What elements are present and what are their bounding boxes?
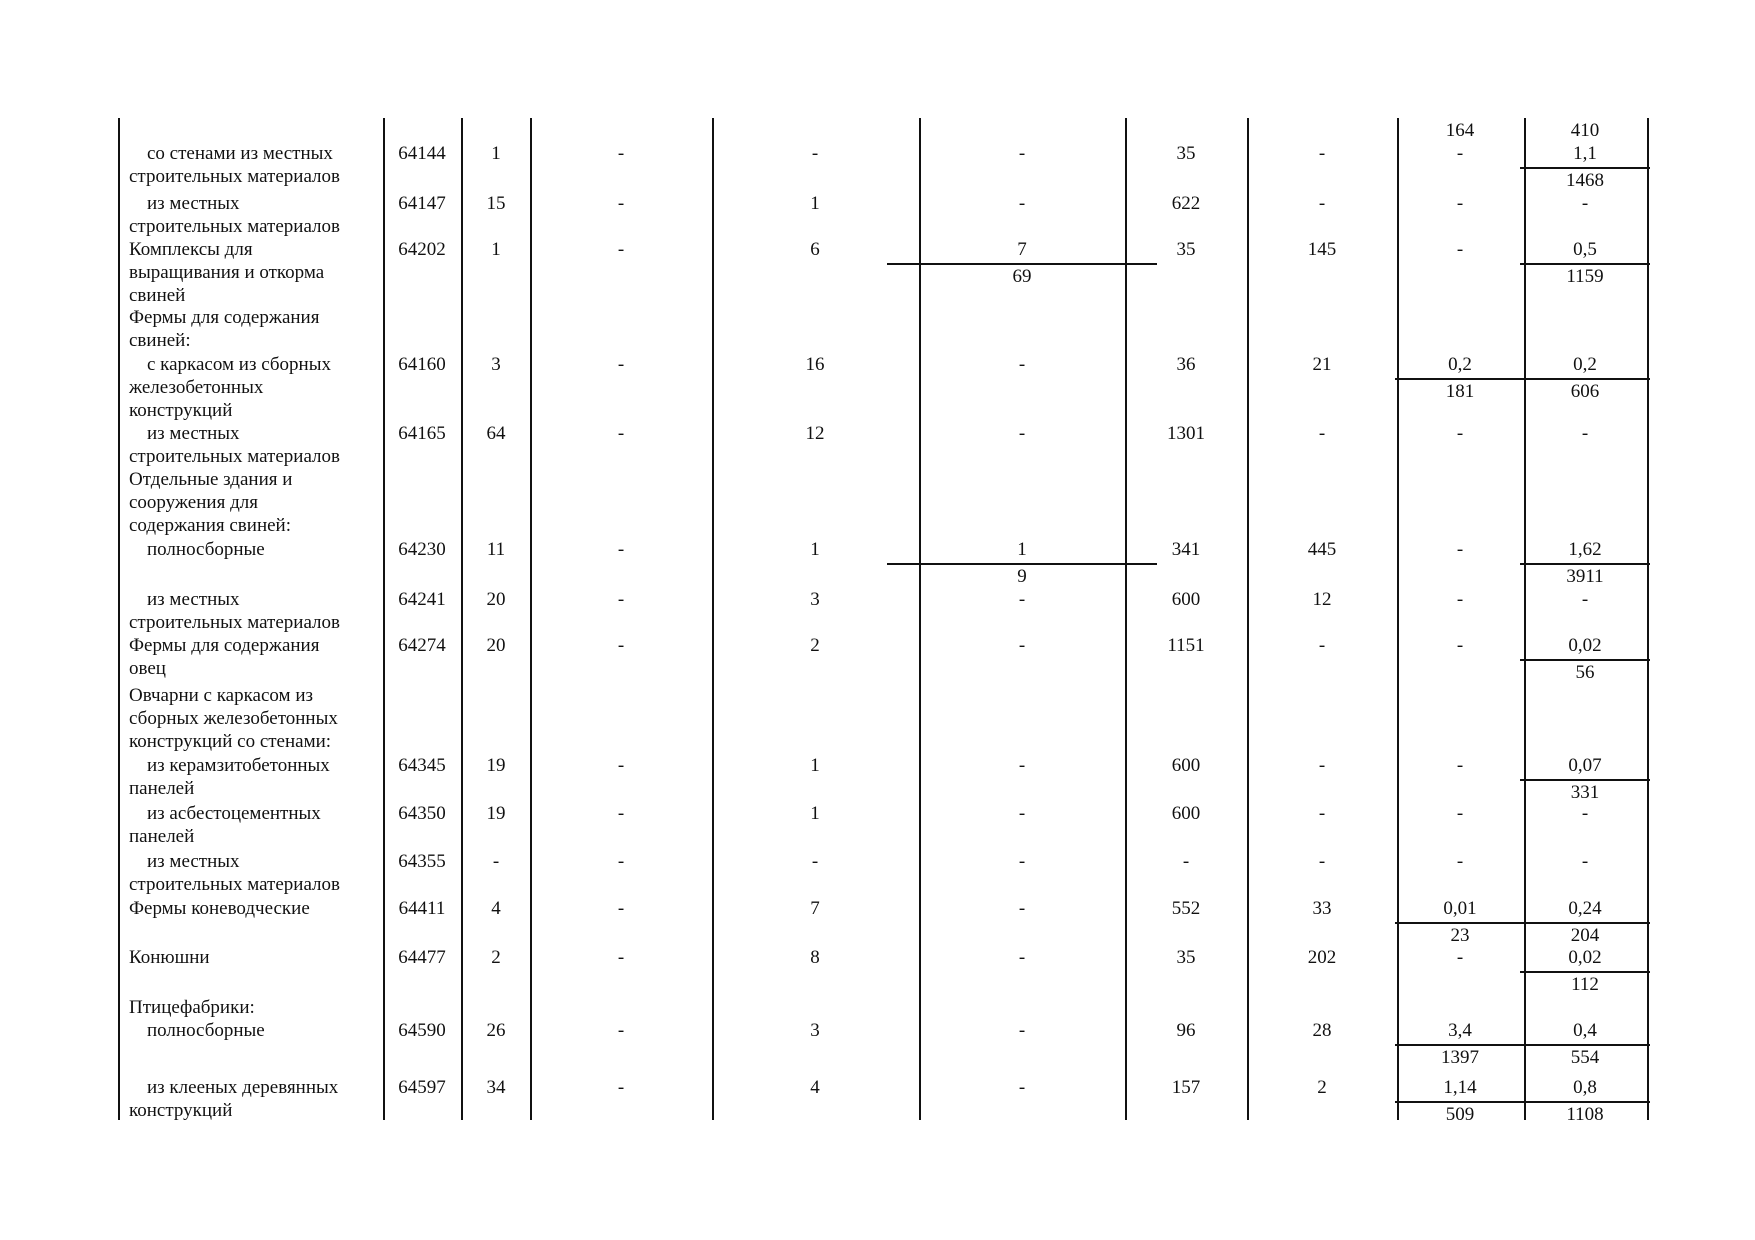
cell-c8: - xyxy=(1318,803,1326,824)
cell-c10-denominator: 204 xyxy=(1570,925,1600,946)
cell-code: 64165 xyxy=(398,423,446,444)
cell-c6: - xyxy=(1018,755,1026,776)
cell-c6: - xyxy=(1018,354,1026,375)
row-name-line: Отдельные здания и xyxy=(129,469,293,490)
cell-c9: - xyxy=(1456,851,1464,872)
cell-c5: 1 xyxy=(810,193,820,214)
cell-c10: - xyxy=(1581,803,1589,824)
row-name-line: полносборные xyxy=(147,1020,265,1041)
cell-c7: 36 xyxy=(1176,354,1196,375)
cell-c7: 600 xyxy=(1171,589,1201,610)
row-name-line: конструкций xyxy=(129,400,233,421)
cell-c3: 26 xyxy=(486,1020,506,1041)
cell-c10-denominator: 606 xyxy=(1570,381,1600,402)
cell-c3: 3 xyxy=(491,354,501,375)
row-name-line: из асбестоцементных xyxy=(147,803,321,824)
row-name-line: строительных материалов xyxy=(129,216,340,237)
cell-c7: 35 xyxy=(1176,239,1196,260)
column-divider xyxy=(1397,118,1399,1120)
row-name-line: сборных железобетонных xyxy=(129,708,338,729)
cell-c9-denominator: 509 xyxy=(1445,1104,1475,1125)
cell-c10: 0,02 xyxy=(1568,947,1602,968)
cell-c7: - xyxy=(1182,851,1190,872)
cell-code: 64350 xyxy=(398,803,446,824)
cell-c8: - xyxy=(1318,423,1326,444)
cell-c3: 1 xyxy=(491,239,501,260)
cell-c7: 600 xyxy=(1171,755,1201,776)
cell-c5: 2 xyxy=(810,635,820,656)
cell-c10-upper: 410 xyxy=(1570,120,1600,141)
column-divider xyxy=(1247,118,1249,1120)
cell-c9-denominator: 1397 xyxy=(1441,1047,1479,1068)
cell-code: 64355 xyxy=(398,851,446,872)
cell-c10: - xyxy=(1581,423,1589,444)
cell-c8: 33 xyxy=(1312,898,1332,919)
row-name-line: из местных xyxy=(147,193,240,214)
cell-code: 64160 xyxy=(398,354,446,375)
cell-c7: 35 xyxy=(1176,947,1196,968)
row-name-line: из керамзитобетонных xyxy=(147,755,330,776)
cell-c3: 20 xyxy=(486,589,506,610)
row-name-line: свиней: xyxy=(129,330,191,351)
cell-c10: 0,2 xyxy=(1573,354,1597,375)
cell-c6: - xyxy=(1018,947,1026,968)
cell-c10-denominator: 56 xyxy=(1575,662,1595,683)
cell-c8: 12 xyxy=(1312,589,1332,610)
cell-c9: 0,2 xyxy=(1448,354,1472,375)
cell-c3: 2 xyxy=(491,947,501,968)
cell-c10: 0,4 xyxy=(1573,1020,1597,1041)
column-divider xyxy=(530,118,532,1120)
cell-code: 64241 xyxy=(398,589,446,610)
cell-c4: - xyxy=(617,539,625,560)
row-name-line: из клееных деревянных xyxy=(147,1077,339,1098)
row-name-line: из местных xyxy=(147,589,240,610)
cell-c10-denominator: 1159 xyxy=(1566,266,1604,287)
row-name-line: Фермы коневодческие xyxy=(129,898,310,919)
row-name-line: выращивания и откорма xyxy=(129,262,325,283)
cell-c5: 7 xyxy=(810,898,820,919)
cell-c10-denominator: 1468 xyxy=(1566,170,1604,191)
cell-c6-denominator: 9 xyxy=(1017,566,1027,587)
cell-c5: - xyxy=(811,143,819,164)
cell-c6: - xyxy=(1018,589,1026,610)
row-name-line: панелей xyxy=(129,778,195,799)
cell-c7: 1151 xyxy=(1167,635,1205,656)
row-name-line: Конюшни xyxy=(129,947,210,968)
cell-c6: - xyxy=(1018,1020,1026,1041)
cell-code: 64345 xyxy=(398,755,446,776)
column-divider xyxy=(383,118,385,1120)
cell-c6: - xyxy=(1018,851,1026,872)
row-name-line: полносборные xyxy=(147,539,265,560)
cell-c8: 202 xyxy=(1307,947,1337,968)
row-name-line: конструкций со стенами: xyxy=(129,731,332,752)
cell-c10: 0,8 xyxy=(1573,1077,1597,1098)
row-name-line: строительных материалов xyxy=(129,166,340,187)
row-name-line: Комплексы для xyxy=(129,239,253,260)
cell-c8: 445 xyxy=(1307,539,1337,560)
cell-c8: 2 xyxy=(1317,1077,1327,1098)
cell-c10: 0,07 xyxy=(1568,755,1602,776)
cell-c4: - xyxy=(617,423,625,444)
cell-c4: - xyxy=(617,143,625,164)
row-name-line: свиней xyxy=(129,285,186,306)
cell-c9: - xyxy=(1456,423,1464,444)
cell-c7: 600 xyxy=(1171,803,1201,824)
cell-c6: - xyxy=(1018,898,1026,919)
cell-c4: - xyxy=(617,755,625,776)
column-divider xyxy=(461,118,463,1120)
column-divider xyxy=(712,118,714,1120)
cell-c9: - xyxy=(1456,803,1464,824)
cell-c4: - xyxy=(617,898,625,919)
cell-c3: - xyxy=(492,851,500,872)
row-name-line: Фермы для содержания xyxy=(129,635,320,656)
cell-c8: - xyxy=(1318,755,1326,776)
cell-c10: - xyxy=(1581,589,1589,610)
column-divider xyxy=(1125,118,1127,1120)
cell-c8: - xyxy=(1318,851,1326,872)
cell-c4: - xyxy=(617,1020,625,1041)
cell-c6: - xyxy=(1018,193,1026,214)
cell-c5: - xyxy=(811,851,819,872)
cell-c10: 0,5 xyxy=(1573,239,1597,260)
cell-c4: - xyxy=(617,803,625,824)
cell-c6: 7 xyxy=(1017,239,1027,260)
cell-code: 64411 xyxy=(398,898,446,919)
cell-c4: - xyxy=(617,851,625,872)
cell-c10: - xyxy=(1581,851,1589,872)
cell-c9-upper: 164 xyxy=(1445,120,1475,141)
cell-c9: 1,14 xyxy=(1443,1077,1477,1098)
row-name-line: содержания свиней: xyxy=(129,515,291,536)
row-name-line: железобетонных xyxy=(129,377,264,398)
row-name-line: из местных xyxy=(147,851,240,872)
cell-c10: 0,02 xyxy=(1568,635,1602,656)
cell-c10: 1,1 xyxy=(1573,143,1597,164)
cell-c4: - xyxy=(617,947,625,968)
cell-c5: 1 xyxy=(810,755,820,776)
cell-c4: - xyxy=(617,193,625,214)
cell-code: 64202 xyxy=(398,239,446,260)
cell-c3: 11 xyxy=(486,539,506,560)
cell-c5: 1 xyxy=(810,803,820,824)
cell-c9: - xyxy=(1456,947,1464,968)
cell-c6: - xyxy=(1018,1077,1026,1098)
cell-code: 64597 xyxy=(398,1077,446,1098)
cell-c7: 157 xyxy=(1171,1077,1201,1098)
row-name-line: панелей xyxy=(129,826,195,847)
cell-c6: - xyxy=(1018,143,1026,164)
row-name-line: строительных материалов xyxy=(129,612,340,633)
cell-c9: - xyxy=(1456,239,1464,260)
row-name-line: из местных xyxy=(147,423,240,444)
cell-c5: 8 xyxy=(810,947,820,968)
cell-c5: 16 xyxy=(805,354,825,375)
column-divider xyxy=(1524,118,1526,1120)
cell-c9: - xyxy=(1456,589,1464,610)
cell-c6: - xyxy=(1018,635,1026,656)
cell-c8: 28 xyxy=(1312,1020,1332,1041)
cell-c6: - xyxy=(1018,423,1026,444)
cell-c3: 20 xyxy=(486,635,506,656)
cell-c7: 35 xyxy=(1176,143,1196,164)
cell-c8: 21 xyxy=(1312,354,1332,375)
cell-c10-denominator: 3911 xyxy=(1566,566,1604,587)
cell-c7: 341 xyxy=(1171,539,1201,560)
row-name-line: строительных материалов xyxy=(129,446,340,467)
cell-code: 64147 xyxy=(398,193,446,214)
cell-c10-denominator: 112 xyxy=(1571,974,1599,995)
cell-code: 64144 xyxy=(398,143,446,164)
cell-c4: - xyxy=(617,589,625,610)
cell-c10-denominator: 331 xyxy=(1570,782,1600,803)
cell-c7: 552 xyxy=(1171,898,1201,919)
cell-c9: - xyxy=(1456,635,1464,656)
cell-c10: 0,24 xyxy=(1568,898,1602,919)
cell-c3: 1 xyxy=(491,143,501,164)
cell-c6-denominator: 69 xyxy=(1012,266,1032,287)
cell-code: 64477 xyxy=(398,947,446,968)
cell-code: 64590 xyxy=(398,1020,446,1041)
cell-c9: - xyxy=(1456,755,1464,776)
cell-c5: 4 xyxy=(810,1077,820,1098)
cell-c9: 3,4 xyxy=(1448,1020,1472,1041)
cell-c3: 4 xyxy=(491,898,501,919)
cell-c5: 12 xyxy=(805,423,825,444)
cell-c3: 64 xyxy=(486,423,506,444)
row-name-line: со стенами из местных xyxy=(147,143,333,164)
cell-c5: 3 xyxy=(810,589,820,610)
cell-c10-denominator: 1108 xyxy=(1566,1104,1604,1125)
cell-c9: - xyxy=(1456,143,1464,164)
cell-c10-denominator: 554 xyxy=(1570,1047,1600,1068)
cell-c10: 1,62 xyxy=(1568,539,1602,560)
cell-c7: 96 xyxy=(1176,1020,1196,1041)
row-name-line: строительных материалов xyxy=(129,874,340,895)
cell-c9-denominator: 181 xyxy=(1445,381,1475,402)
cell-c3: 19 xyxy=(486,755,506,776)
cell-c9-denominator: 23 xyxy=(1450,925,1470,946)
row-name-line: с каркасом из сборных xyxy=(147,354,331,375)
cell-c6: 1 xyxy=(1017,539,1027,560)
cell-c9: 0,01 xyxy=(1443,898,1477,919)
row-name-line: конструкций xyxy=(129,1100,233,1121)
column-divider xyxy=(1647,118,1649,1120)
cell-c9: - xyxy=(1456,193,1464,214)
cell-c6: - xyxy=(1018,803,1026,824)
cell-c3: 19 xyxy=(486,803,506,824)
cell-c5: 1 xyxy=(810,539,820,560)
row-name-line: овец xyxy=(129,658,166,679)
cell-c8: - xyxy=(1318,193,1326,214)
cell-c4: - xyxy=(617,635,625,656)
cell-c4: - xyxy=(617,354,625,375)
cell-code: 64274 xyxy=(398,635,446,656)
cell-c4: - xyxy=(617,1077,625,1098)
cell-c8: - xyxy=(1318,635,1326,656)
row-name-line: Птицефабрики: xyxy=(129,997,255,1018)
cell-c10: - xyxy=(1581,193,1589,214)
cell-code: 64230 xyxy=(398,539,446,560)
cell-c3: 34 xyxy=(486,1077,506,1098)
cell-c5: 6 xyxy=(810,239,820,260)
cell-c8: - xyxy=(1318,143,1326,164)
row-name-line: Фермы для содержания xyxy=(129,307,320,328)
cell-c9: - xyxy=(1456,539,1464,560)
cell-c5: 3 xyxy=(810,1020,820,1041)
row-name-line: сооружения для xyxy=(129,492,258,513)
column-divider xyxy=(118,118,120,1120)
column-divider xyxy=(919,118,921,1120)
row-name-line: Овчарни с каркасом из xyxy=(129,685,313,706)
cell-c3: 15 xyxy=(486,193,506,214)
cell-c8: 145 xyxy=(1307,239,1337,260)
cell-c4: - xyxy=(617,239,625,260)
cell-c7: 1301 xyxy=(1167,423,1205,444)
cell-c7: 622 xyxy=(1171,193,1201,214)
